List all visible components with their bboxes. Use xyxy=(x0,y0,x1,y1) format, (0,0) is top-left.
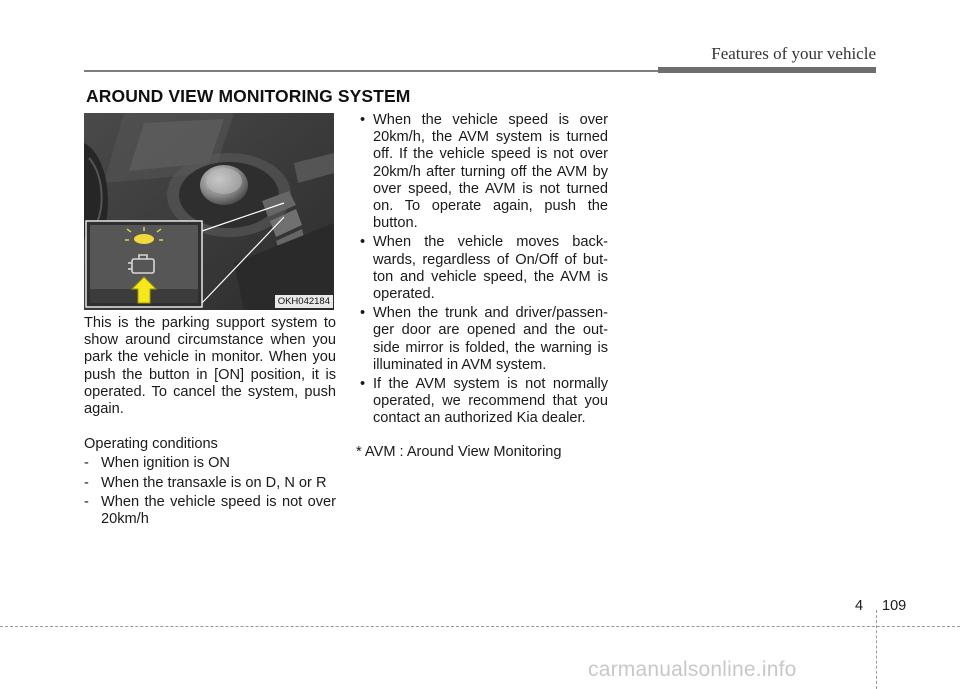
bullet-text: When the trunk and driver/passen-ger door are opened and the out-side mirror is folded, the warning is illuminated in AVM system. xyxy=(373,305,608,373)
bullet-item xyxy=(356,305,608,374)
section-title: AROUND VIEW MONITORING SYSTEM xyxy=(86,86,411,106)
figure-code: OKH042184 xyxy=(275,295,333,308)
bullet-text: If the AVM system is not normally operated, we recommend that you contact an authorized Kia dealer. xyxy=(373,376,608,427)
condition-item xyxy=(84,455,336,472)
bullet-marker: • xyxy=(360,112,366,128)
avm-footnote: * AVM : Around View Monitoring xyxy=(356,443,562,460)
chapter-title: Features of your vehicle xyxy=(711,44,876,63)
page-number: 109 xyxy=(882,598,907,614)
avm-button-figure xyxy=(84,113,334,310)
bullet-item xyxy=(356,112,608,232)
condition-text: When the vehicle speed is not over 20km/h xyxy=(101,493,336,528)
header-rule-accent xyxy=(658,67,876,73)
watermark: carmanualsonline.info xyxy=(588,658,797,681)
dash-marker: - xyxy=(84,455,89,472)
dash-marker: - xyxy=(84,474,89,491)
center-console-illustration xyxy=(84,113,334,310)
footer-rule xyxy=(0,626,960,627)
condition-text: When ignition is ON xyxy=(101,455,230,472)
condition-text: When the transaxle is on D, N or R xyxy=(101,474,327,491)
right-column xyxy=(356,112,608,461)
bullet-item xyxy=(356,234,608,303)
condition-item xyxy=(84,494,336,528)
bullet-marker: • xyxy=(360,376,366,393)
bullet-marker: • xyxy=(360,305,366,322)
bullet-text: When the vehicle moves back-wards, regardless of On/Off of but-ton and vehicle speed, the AVM is operated. xyxy=(373,234,608,303)
page-number-separator xyxy=(876,610,877,689)
dash-marker: - xyxy=(84,493,89,510)
operating-conditions-heading: Operating conditions xyxy=(84,436,218,453)
condition-item xyxy=(84,475,336,492)
bullet-item xyxy=(356,376,608,428)
bullet-text: When the vehicle speed is over 20km/h, the AVM system is turned off. If the vehicle speed is not over 20km/h after turning off the AVM by over speed, the AVM is not turned on. To operate again, push the button. xyxy=(373,112,608,232)
bullet-marker: • xyxy=(360,234,366,251)
chapter-number: 4 xyxy=(855,598,864,614)
intro-paragraph: This is the parking support system to show around circumstance when you park the vehicle in monitor. When you push the button in [ON] position, it is operated. To cancel the system, push again. xyxy=(84,315,336,418)
left-column xyxy=(84,315,336,530)
